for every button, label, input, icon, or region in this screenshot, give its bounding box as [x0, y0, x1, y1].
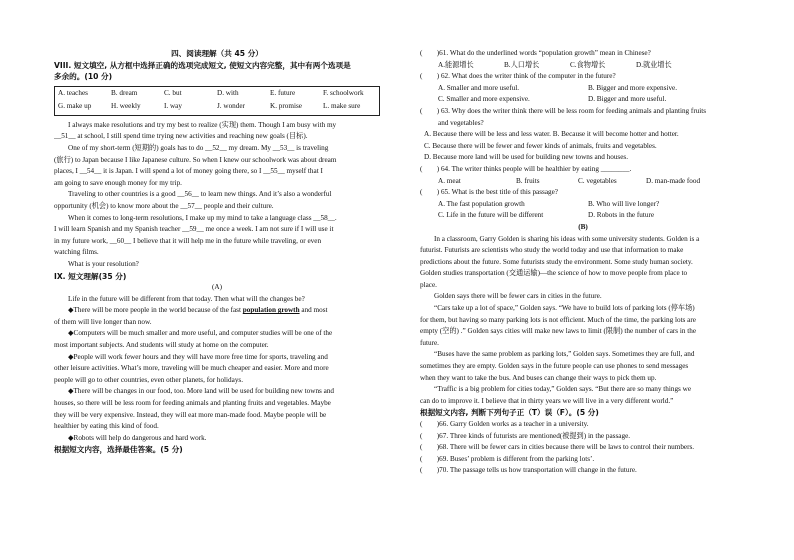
option: B. fruits [516, 176, 540, 185]
option: D. Robots in the future [588, 211, 655, 220]
option: C.食物增长 [570, 60, 606, 69]
ix-heading: IX. 短文理解(35 分) [54, 271, 127, 281]
viii-heading: VIII. 短文填空, 从方框中选择正确的选项完成短文, 使短文内容完整，其中有两个选项是 [54, 60, 351, 70]
passage-line: when they want to take the bus. And buses can change their ways to pick them up. [420, 373, 657, 382]
option: C. vegetables [578, 176, 617, 185]
word-option: J. wonder [217, 102, 245, 111]
passage-line: ◆People will work fewer hours and they will have more free time for sports, traveling and [68, 352, 328, 361]
option: C. Because there will be fewer and fewer kinds of animals, fruits and vegetables. [424, 141, 657, 150]
passage-line: of them will live longer than now. [54, 317, 152, 326]
option: A. Because there will be less and less water. B. Because it will become hotter and hotter. [424, 130, 679, 139]
word-option: D. with [217, 89, 239, 98]
passage-line: ◆There will be more people in the world because of the fast population growth and most [68, 306, 328, 315]
passage-line: __51__ at school, I still spend time trying new activities and reaching new goals (目标). [54, 132, 308, 141]
question-64-options [420, 176, 746, 188]
passage-line: empty (空的) .” Golden says cities will make new laws to limit (限制) the number of cars in the [420, 327, 697, 336]
passage-line: Traveling to other countries is a good __56__ to learn new things. And it’s also a wonderful [68, 190, 332, 199]
word-option: C. but [164, 89, 182, 98]
part-b-label: (B) [578, 222, 588, 231]
option: D. man-made food [646, 176, 701, 185]
instruction-b: 根据短文内容, 判断下列句子正（T）误（F）。(5 分) [420, 408, 599, 418]
passage-line: am going to save enough money for my trip. [54, 178, 182, 187]
passage-line: Golden studies transportation (交通运输)—the science of how to move people from place to [420, 269, 688, 278]
word-option: G. make up [58, 102, 92, 111]
section-title: 四、阅读理解（共 45 分） [171, 49, 263, 58]
tf-question-69: ( )69. Buses’ problem is different from the parking lots’. [420, 454, 595, 463]
tf-question-66: ( )66. Garry Golden works as a teacher in a university. [420, 420, 589, 428]
instruction-a: 根据短文内容，选择最佳答案。(5 分) [54, 445, 183, 455]
question-63: ( ) 63. Why does the writer think there will be less room for feeding animals and planting fruits [420, 106, 707, 115]
cloze-passage [54, 120, 380, 271]
question-62-options [420, 83, 746, 95]
passage-line: Golden says there will be fewer cars in cities in the future. [434, 292, 602, 301]
word-option: K. promise [270, 102, 302, 111]
tf-question-68: ( )68. There will be fewer cars in cities because there will be laws to control their numbers. [420, 443, 695, 452]
part-a-label: (A) [212, 283, 222, 292]
question-65-options [420, 199, 746, 211]
passage-line: opportunity (机会) to know more about the __57__ people and their culture. [54, 201, 274, 210]
passage-line: “Traffic is a big problem for cities today,” Golden says. “But there are so many things we [434, 385, 692, 394]
word-option: B. dream [111, 89, 138, 98]
passage-line: for them, but having so many parking lots is not efficient. Much of the time, the parking lots are [420, 315, 696, 324]
question-65-options [420, 210, 746, 222]
question-61: ( )61. What do the underlined words “population growth” mean in Chinese? [420, 49, 651, 57]
passage-line: (旅行) to Japan because I like Japanese culture. So when I knew our schoolwork was about dream [54, 155, 337, 164]
passage-a [54, 294, 380, 445]
passage-line: What is your resolution? [68, 259, 139, 268]
tf-question-70: ( )70. The passage tells us how transportation will change in the future. [420, 466, 637, 475]
question-62: ( ) 62. What does the writer think of the computer in the future? [420, 72, 616, 81]
option: B. Bigger and more expensive. [588, 83, 678, 92]
word-option: I. way [164, 102, 182, 111]
question-62-options [420, 94, 746, 106]
passage-line: One of my short-term (短期的) goals has to do __52__ my dream. My __53__ is traveling [68, 143, 329, 152]
word-box [54, 86, 380, 116]
passage-line: place. [420, 280, 437, 289]
word-box-row [58, 88, 376, 101]
passage-line: ◆There will be changes in our food, too. More land will be used for building new towns and [68, 387, 335, 396]
passage-line: sometimes they are empty. Golden says in the future people can use phones to send messages [420, 362, 689, 371]
passage-line: in my future work, __60__ I believe that it will help me in the future while traveling, or even [54, 236, 322, 245]
word-option: A. teaches [58, 89, 88, 98]
option: A.能源增长 [438, 60, 474, 69]
tf-question-67: ( )67. Three kinds of futurists are mentioned(被提到) in the passage. [420, 431, 631, 440]
passage-line: most important subjects. And students will study at home on the computer. [54, 341, 269, 350]
passage-line: ◆Robots will help do dangerous and hard work. [68, 433, 207, 442]
underlined-phrase: population growth [242, 306, 300, 315]
passage-line: people will go to other countries, even other planets, for holidays. [54, 375, 244, 384]
passage-line: Life in the future will be different from that today. Then what will the changes be? [68, 294, 305, 303]
passage-line: can do to improve it. I believe that in thirty years we will live in a very different world.” [420, 396, 674, 405]
option: C. Life in the future will be different [438, 211, 544, 220]
passage-b [420, 234, 746, 408]
right-column [420, 48, 746, 477]
option: A. meat [438, 176, 461, 185]
passage-line: futurist. Futurists are scientists who study the world today and use that information to make [420, 246, 684, 255]
option: D. Bigger and more useful. [588, 95, 667, 104]
question-63-cont: and vegetables? [438, 118, 484, 127]
passage-line: they will be very expensive. Instead, they will eat more man-made food. Maybe people will be [54, 410, 327, 419]
passage-line: predictions about the future. Some futurists study the environment. Some study human society. [420, 257, 693, 266]
left-column [54, 48, 380, 456]
option: D.就业增长 [636, 60, 672, 69]
passage-line: I will learn Spanish and my Spanish teacher __59__ me once a week. I am not sure if I will use it [54, 225, 334, 234]
option: B. Who will live longer? [588, 199, 660, 208]
word-option: L. make sure [323, 102, 361, 111]
passage-line: ◆Computers will be much smaller and more useful, and computer studies will be one of the [68, 329, 333, 338]
passage-line: future. [420, 338, 439, 347]
passage-line: watching films. [54, 248, 99, 257]
option: B.人口增长 [504, 60, 540, 69]
word-option: F. schoolwork [323, 89, 364, 98]
option: C. Smaller and more expensive. [438, 95, 530, 104]
passage-line: healthier by eating this kind of food. [54, 422, 159, 431]
viii-heading-cont: 多余的。(10 分) [54, 72, 113, 82]
question-61-options [420, 60, 746, 72]
word-option: E. future [270, 89, 296, 98]
passage-line: When it comes to long-term resolutions, I make up my mind to take a language class __58__. [68, 213, 337, 222]
passage-line: places, I __54__ it is Japan. I will spend a lot of money going there, so I __55__ myself that I [54, 167, 323, 176]
passage-line: other leisure activities. What’s more, traveling will be much cheaper and easier. More and more [54, 364, 329, 373]
question-64: ( ) 64. The writer thinks people will be healthier by eating ________. [420, 164, 632, 173]
passage-line: “Cars take up a lot of space,” Golden says. “We have to build lots of parking lots (停车场) [434, 304, 695, 313]
question-65: ( ) 65. What is the best title of this passage? [420, 188, 558, 197]
passage-line: “Buses have the same problem as parking lots,” Golden says. Sometimes they are full, and [434, 350, 695, 359]
option: A. Smaller and more useful. [438, 83, 520, 92]
word-box-row [58, 101, 376, 114]
passage-line: I always make resolutions and try my best to realize (实现) them. Though I am busy with my [68, 120, 337, 129]
option: A. The fast population growth [438, 199, 525, 208]
option: D. Because more land will be used for building new towns and houses. [424, 153, 629, 162]
passage-line: houses, so there will be less room for feeding animals and planting fruits and vegetables. Maybe [54, 399, 331, 408]
word-option: H. weekly [111, 102, 141, 111]
passage-line: In a classroom, Garry Golden is sharing his ideas with some university students. Golden is a [434, 234, 700, 243]
